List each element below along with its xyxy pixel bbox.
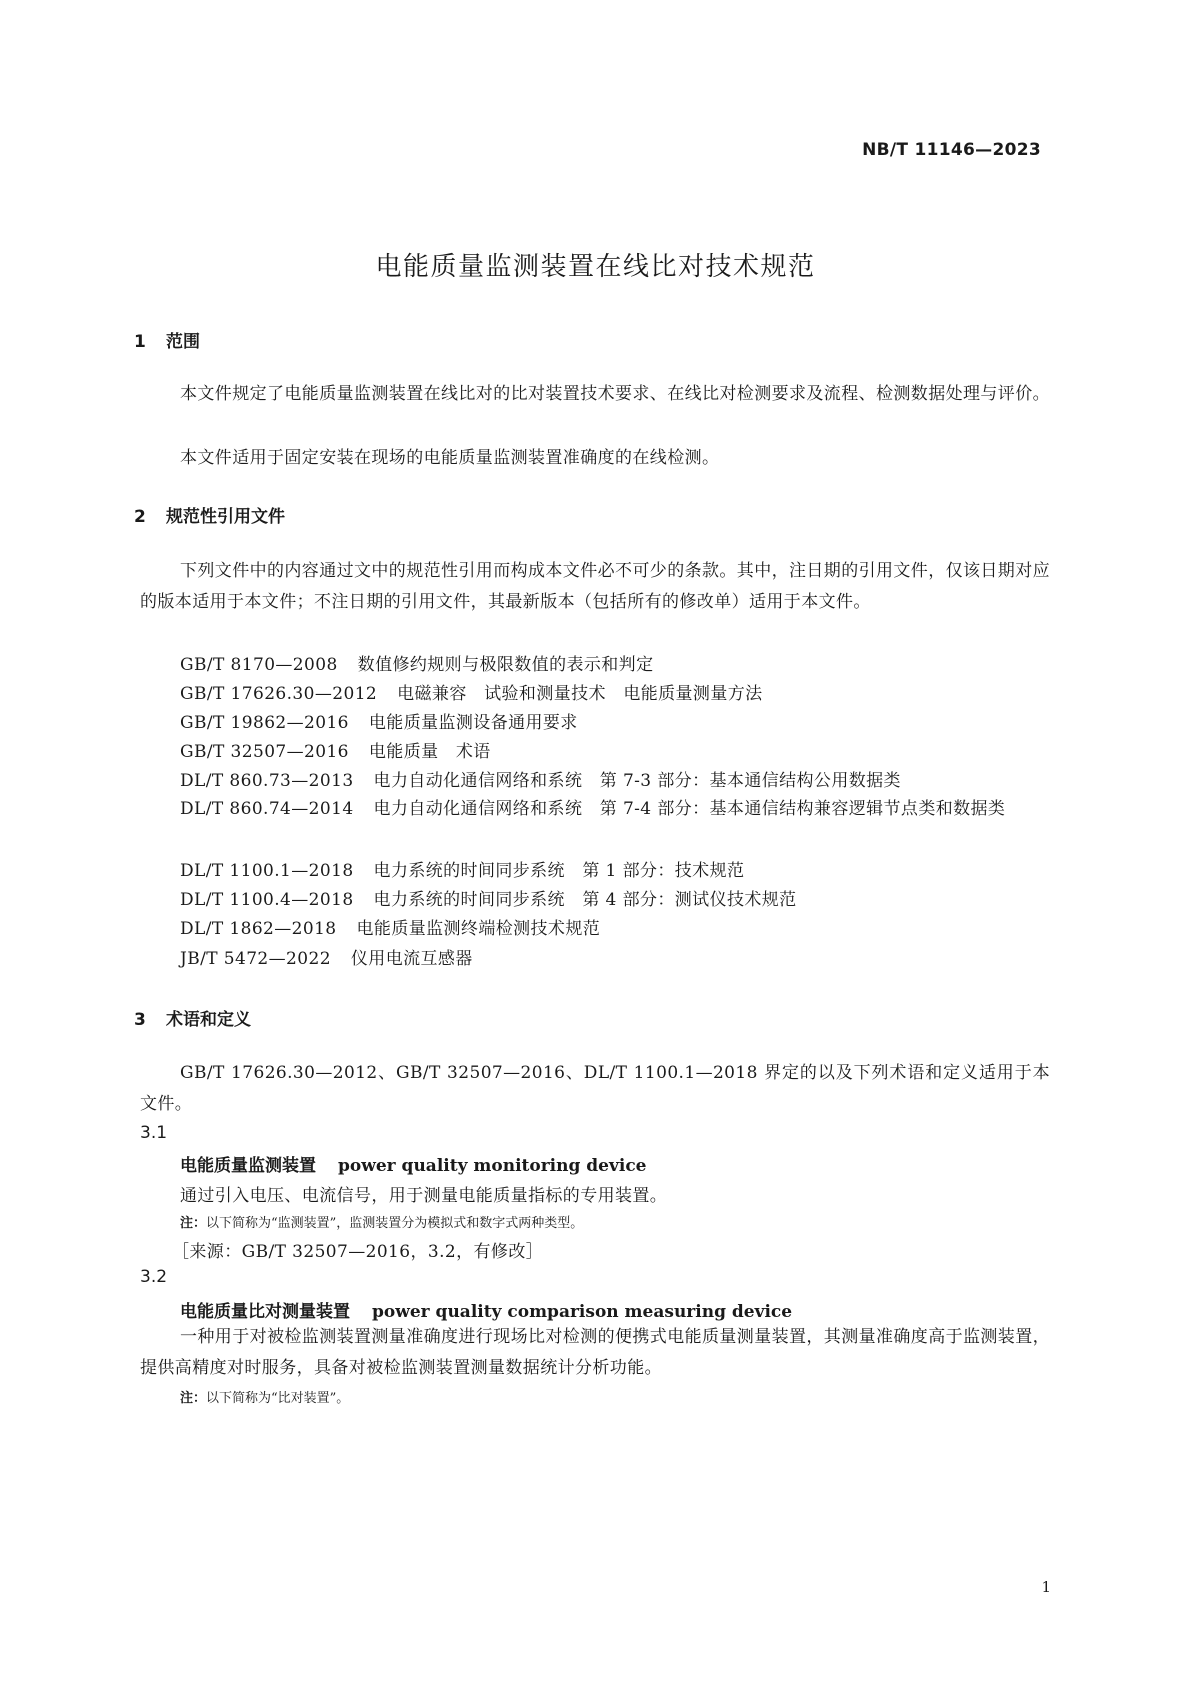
reference-item: [180, 766, 901, 791]
section-number: 3: [134, 1010, 146, 1030]
term-heading: [180, 1297, 792, 1322]
term-note: [180, 1387, 349, 1406]
section-number: 2: [134, 507, 146, 527]
reference-code: JB/T 5472—2022: [180, 949, 331, 969]
section-1-paragraph-1: 本文件规定了电能质量监测装置在线比对的比对装置技术要求、在线比对检测要求及流程、检测数据处理与评价。: [180, 384, 1050, 404]
term-name-en: power quality comparison measuring device: [372, 1302, 793, 1322]
section-title: 范围: [166, 332, 200, 352]
section-3-intro: GB/T 17626.30—2012、GB/T 32507—2016、DL/T 1100.1—2018 界定的以及下列术语和定义适用于本文件。: [140, 1063, 1050, 1114]
reference-item: [180, 708, 578, 733]
reference-item: [180, 944, 473, 969]
document-title: 电能质量监测装置在线比对技术规范: [375, 252, 816, 282]
reference-title: 电磁兼容 试验和测量技术 电能质量测量方法: [397, 684, 763, 704]
reference-code: GB/T 8170—2008: [180, 655, 338, 675]
reference-item: [140, 794, 1050, 825]
section-1-paragraph-2: 本文件适用于固定安装在现场的电能质量监测装置准确度的在线检测。: [180, 448, 720, 468]
section-3-heading: [134, 1005, 251, 1030]
term-heading: [180, 1151, 647, 1176]
reference-code: DL/T 1100.4—2018: [180, 890, 354, 910]
term-definition: 一种用于对被检监测装置测量准确度进行现场比对检测的便携式电能质量测量装置，其测量准确度高于监测装置，提供高精度对时服务，具备对被检监测装置测量数据统计分析功能。: [140, 1327, 1050, 1378]
reference-code: GB/T 17626.30—2012: [180, 684, 378, 704]
term-source: ［来源：GB/T 32507—2016，3.2，有修改］: [172, 1242, 544, 1262]
reference-item: [180, 679, 763, 704]
term-definition: 通过引入电压、电流信号，用于测量电能质量指标的专用装置。: [180, 1186, 668, 1206]
reference-item: [180, 737, 491, 762]
note-text: 以下简称为“比对装置”。: [206, 1391, 350, 1406]
reference-code: GB/T 32507—2016: [180, 742, 349, 762]
reference-title: 数值修约规则与极限数值的表示和判定: [357, 655, 654, 675]
term-name-zh: 电能质量比对测量装置: [180, 1302, 350, 1322]
reference-title: 电力自动化通信网络和系统 第 7-4 部分：基本通信结构兼容逻辑节点类和数据类: [373, 799, 1006, 819]
reference-item: [180, 650, 653, 675]
reference-code: DL/T 1100.1—2018: [180, 861, 354, 881]
reference-code: DL/T 860.74—2014: [180, 799, 354, 819]
reference-title: 仪用电流互感器: [350, 949, 473, 969]
section-1-heading: [134, 327, 200, 352]
section-title: 术语和定义: [166, 1010, 251, 1030]
note-label: 注：: [180, 1391, 207, 1406]
note-text: 以下简称为“监测装置”，监测装置分为模拟式和数字式两种类型。: [206, 1216, 584, 1231]
reference-title: 电能质量监测设备通用要求: [368, 713, 578, 733]
page-number: 1: [1041, 1578, 1051, 1596]
section-2-heading: [134, 502, 285, 527]
reference-item: [180, 885, 797, 910]
section-title: 规范性引用文件: [166, 507, 285, 527]
note-label: 注：: [180, 1216, 207, 1231]
reference-code: GB/T 19862—2016: [180, 713, 349, 733]
term-number: 3.2: [140, 1267, 168, 1287]
reference-item: [180, 856, 744, 881]
section-2-intro: 下列文件中的内容通过文中的规范性引用而构成本文件必不可少的条款。其中，注日期的引用文件，仅该日期对应的版本适用于本文件；不注日期的引用文件，其最新版本（包括所有的修改单）适用于本文件。: [140, 561, 1050, 612]
reference-title: 电力系统的时间同步系统 第 4 部分：测试仪技术规范: [373, 890, 797, 910]
reference-item: [180, 914, 600, 939]
term-name-en: power quality monitoring device: [338, 1156, 647, 1176]
reference-title: 电能质量监测终端检测技术规范: [356, 919, 601, 939]
reference-code: DL/T 1862—2018: [180, 919, 337, 939]
term-name-zh: 电能质量监测装置: [180, 1156, 316, 1176]
reference-code: DL/T 860.73—2013: [180, 771, 354, 791]
reference-title: 电能质量 术语: [368, 742, 491, 762]
term-note: [180, 1212, 583, 1231]
reference-title: 电力自动化通信网络和系统 第 7-3 部分：基本通信结构公用数据类: [373, 771, 901, 791]
section-number: 1: [134, 332, 146, 352]
reference-title: 电力系统的时间同步系统 第 1 部分：技术规范: [373, 861, 745, 881]
term-number: 3.1: [140, 1123, 168, 1143]
standard-code: NB/T 11146—2023: [862, 140, 1041, 160]
